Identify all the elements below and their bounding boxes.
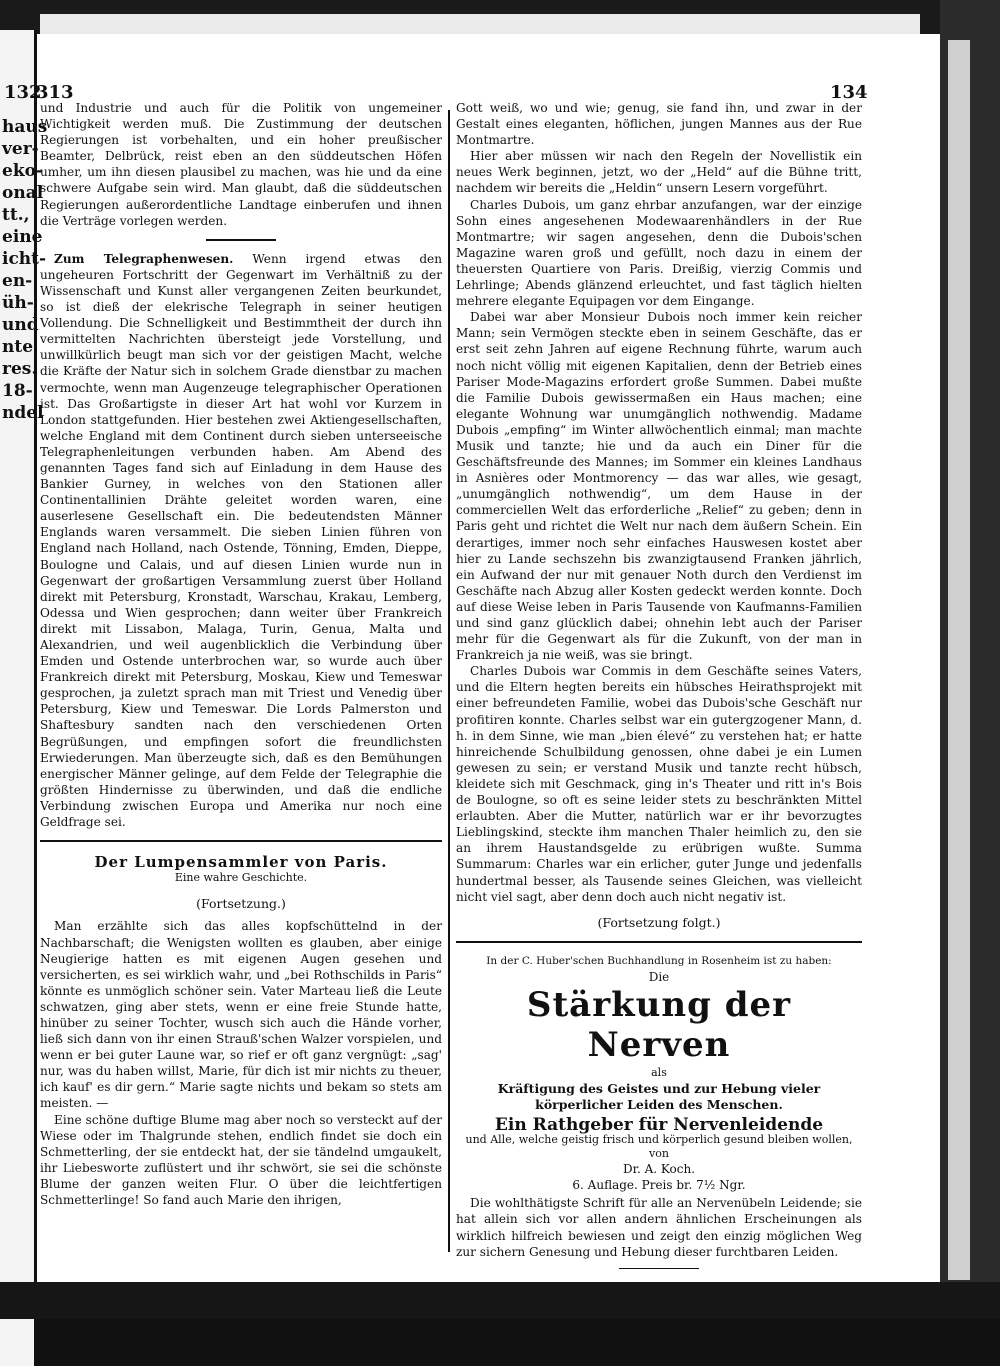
previous-page-number: 132 (4, 82, 42, 103)
previous-page-fragment: eko- (2, 161, 43, 181)
previous-page-fragment: icht- (2, 249, 47, 269)
story-paragraph: Eine schöne duftige Blume mag aber noch so versteckt auf der Wiese oder im Thalgrunde stehen, endlich findet sie doch ein Schmetterling, der sie entdeckt hat, der sie tändelnd umgaukelt, ihr Liebesworte zuflüstert und ihr schwört, sie sei die schönste Blume der ganzen weiten Flur. O über die leichtfertigen Schmetterlinge! So fand auch Marie den ihrigen, (40, 1112, 442, 1207)
separator-rule (206, 239, 276, 241)
previous-page-fragment: res. (2, 359, 38, 379)
previous-page-fragment: haus (2, 117, 48, 137)
telegraph-text: Wenn irgend etwas den ungeheuren Fortschritt der Gegenwart im Verhältniß zu der Wissenschaft und Kunst aller vergangenen Zeiten beurkundet, so ist dieß der elekrische Telegraph in seiner heutigen Vollendung. Die Schnelligkeit und Bestimmtheit der durch ihn vermittelten Nachrichten übersteigt jede Vorstellung, und unwillkürlich beugt man sich vor der geistigen Macht, welche die Kräfte der Natur sich in solchem Grade dienstbar zu machen vermochte, wenn man Augenzeuge telegraphischer Operationen ist. Das Großartigste in dieser Art hat wohl vor Kurzem in London stattgefunden. Hier bestehen zwei Aktiengesellschaften, welche England mit dem Continent durch sieben unterseeische Telegraphenleitungen verbunden haben. Am Abend des genannten Tages fand sich auf Einladung in dem Hause des Bankier Gurney, in welches von den Stationen aller Continentallinien Drähte geleitet worden waren, eine auserlesene Gesellschaft ein. Die bedeutendsten Männer Englands waren versammelt. Die sieben Linien führen von England nach Holland, nach Ostende, Tönning, Emden, Dieppe, Boulogne und Calais, und auf diesen Linien wurde nun in Gegenwart der großartigen Versammlung zuerst über Holland direkt mit Petersburg, Kronstadt, Warschau, Krakau, Lemberg, Odessa und Wien gesprochen; dann weiter über Frankreich direkt mit Lissabon, Malaga, Turin, Genua, Malta und Alexandrien, und weil augenblicklich die Verbindung über Emden und Ostende unterbrochen war, so wurde auch über Frankreich direkt mit Petersburg, Moskau, Kiew und Temeswar gesprochen, ja zuletzt sprach man mit Triest und Venedig über Petersburg, Kiew und Temeswar. Die Lords Palmerston und Shaftesbury sandten nach den verschiedenen Orten Begrüßungen, und empfingen sofort die freundlichsten Erwiederungen. Man überzeugte sich, daß es den Bemühungen energischer Männer gelinge, auf dem Felde der Telegraphie die größten Hindernisse zu überwinden, und daß die endliche Verbindung zwischen Europa und Amerika nur noch eine Geldfrage sei. (40, 251, 443, 830)
ad-audience: und Alle, welche geistig frisch und körperlich gesund bleiben wollen, von (465, 1133, 853, 1161)
left-column (40, 100, 442, 1208)
section-rule (40, 840, 442, 842)
story-title: Der Lumpensammler von Paris. (94, 853, 388, 872)
story-paragraph: Charles Dubois war Commis in dem Geschäfte seines Vaters, und die Eltern hegten bereits ein hübsches Heirathsprojekt mit einer befreundeten Familie, wobei das Dubois'sche Geschäft nur profitiren konnte. Charles selbst war ein gutergzogener Mann, d. h. in dem Sinne, wie man „bien élevé“ zu verstehen hat; er hatte hinreichende Schulbildung genossen, ohne dabei je ein Lumen gewesen zu sein; er verstand Musik und tanzte recht hübsch, kleidete sich mit Geschmack, ging in's Theater und ritt in's Bois de Boulogne, so oft es seine leider stets zu beschränkten Mittel erlaubten. Aber die Mutter, natürlich war er ihr bevorzugtes Lieblingskind, steckte ihm manchen Thaler heimlich zu, den sie an ihrem Haustandsgelde zu erübrigen wußte. Summa Summarum: Charles war ein erlicher, guter Junge und jedenfalls hundertmal besser, als Tausende seines Gleichen, was vielleicht nicht viel sagt, aber denn doch auch nicht negativ ist. (456, 664, 862, 904)
ad-book-subtitle: Kräftigung des Geistes und zur Hebung vieler körperlicher Leiden des Menschen. (497, 1081, 821, 1113)
page-number-left: 313 (36, 82, 74, 103)
ad-intro: In der C. Huber'schen Buchhandlung in Rosenheim ist zu haben: (486, 954, 832, 967)
ad-edition-price: 6. Auflage. Preis br. 7½ Ngr. (572, 1178, 746, 1193)
telegraph-heading: Zum Telegraphenwesen. (54, 251, 234, 266)
scan-right-edge (940, 0, 1000, 1319)
previous-page-fragment: 18- (2, 381, 33, 401)
ad-author: Dr. A. Koch. (622, 1162, 696, 1177)
previous-page-fragment: onal (2, 183, 44, 203)
section-rule (456, 941, 862, 943)
right-column (456, 100, 862, 1269)
previous-page-fragment: en- (2, 271, 33, 291)
previous-page-fragment: und (2, 315, 39, 335)
previous-page-fragment: nte (2, 337, 34, 357)
previous-page-fragment: tt., (2, 205, 30, 225)
story-subtitle: Eine wahre Geschichte. (174, 871, 308, 885)
ad-description: Die wohlthätigste Schrift für alle an Nervenübeln Leidende; sie hat allein sich vor allen andern ähnlichen Erscheinungen als wirklich hilfreich bewiesen und zeigt den einzig möglichen Weg zur sichern Genesung und Hebung dieser furchtbaren Leiden. (456, 1196, 862, 1259)
scan-top-edge (0, 0, 1000, 34)
ad-article-word: Die (648, 969, 670, 984)
previous-page-fragment: üh- (2, 293, 34, 313)
ad-end-rule (619, 1268, 699, 1269)
story-paragraph: Gott weiß, wo und wie; genug, sie fand ihn, und zwar in der Gestalt eines eleganten, höflichen, jungen Mannes aus der Rue Montmartre. (456, 101, 862, 148)
story-paragraph: Charles Dubois, um ganz ehrbar anzufangen, war der einzige Sohn eines angesehenen Modewaarenhändlers in der Rue Montmartre; wir sagen angesehen, denn die Dubois'schen Magazine waren groß und gefüllt, noch dazu in einem der theuersten Quartiere von Paris. Dreißig, vierzig Commis und Lehrlinge; Abends glänzend erleuchtet, und fast täglich hielten mehrere elegante Equipagen vor dem Eingange. (456, 197, 862, 309)
book-advertisement (456, 953, 862, 1269)
story-paragraph: Hier aber müssen wir nach den Regeln der Novellistik ein neues Werk beginnen, jetzt, wo der „Held“ auf die Bühne tritt, nachdem wir bereits die „Heldin“ unsern Lesern vorgeführt. (456, 149, 862, 196)
page-number-right: 134 (830, 82, 868, 103)
column-divider (448, 110, 450, 1252)
ad-book-title: Stärkung der Nerven (526, 984, 792, 1065)
previous-page-fragment: ver- (2, 139, 39, 159)
politics-article-text: und Industrie und auch für die Politik von ungemeiner Wichtigkeit werden muß. Die Zustimmung der deutschen Regierungen ist vorbehalten, und ein hoher preußischer Beamter, Delbrück, reist eben an den süddeutschen Höfen umher, um ihn diesen plausibel zu machen, was hie und da eine schwere Aufgabe sein wird. Man glaubt, daß die süddeutschen Regierungen außerordentliche Landtage einberufen und ihnen die Verträge vorlegen werden. (40, 101, 442, 228)
previous-page-fragment: eine (2, 227, 43, 247)
story-continuation-note: (Fortsetzung.) (196, 896, 286, 912)
story-paragraph: Man erzählte sich das alles kopfschüttelnd in der Nachbarschaft; die Wenigsten wollten es glauben, aber einige Neugierige hatten es mit eigenen Augen gesehen und versicherten, es sei wirklich wahr, und „bei Rothschilds in Paris“ könnte es unmöglich schöner sein. Vater Marteau ließ die Leute schwatzen, ging aber stets, wenn er eine freie Stunde hatte, hinüber zu seiner Tochter, wusch sich auch die Hände vorher, ließ sich dann von ihr einen Strauß'schen Walzer vorspielen, und wenn er bei guter Laune war, so rief er oft ganz vergnügt: „sag' nur, was du haben willst, Marie, für dich ist mir nichts zu theuer, ich kauf' es dir gern.“ Marie sagte nichts und bekam so stets am meisten. — (40, 919, 442, 1111)
ad-als: als (651, 1065, 667, 1079)
story-paragraph: Dabei war aber Monsieur Dubois noch immer kein reicher Mann; sein Vermögen steckte eben in seinem Geschäfte, das er erst seit zehn Jahren auf eigene Rechnung führte, warum auch noch nicht völlig mit eigenen Kapitalien, denn der Betrieb eines Pariser Mode-Magazins erfordert große Summen. Dabei mußte die Familie Dubois gewissermaßen ein Haus machen; eine elegante Wohnung war unumgänglich nothwendig. Madame Dubois „empfing“ im Winter allwöchentlich einmal; man machte Musik und tanzte; hie und da auch ein Diner für die Geschäftsfreunde des Mannes; im Sommer ein kleines Landhaus in Asnières oder Montmorency — das war alles, wie gesagt, „unumgänglich nothwendig“, um dem Hause in der commerciellen Welt das erforderliche „Relief“ zu geben; denn in Paris geht und richtet die Welt nur nach dem äußern Schein. Ein derartiges, immer noch sehr einfaches Hauswesen kostet aber hier zu Lande sechszehn bis zwanzigtausend Franken jährlich, ein Aufwand der nur mit genauer Noth durch den Verdienst im Geschäfte nach Abzug aller Kosten gedeckt werden konnte. Doch auf diese Weise leben in Paris Tausende von Kaufmanns-Familien und sind ganz glücklich dabei; ohnehin lebt auch der Pariser mehr für die Gegenwart als für die Zukunft, von der man in Frankreich ja nie weiß, was sie bringt. (456, 310, 862, 663)
to-be-continued-note: (Fortsetzung folgt.) (597, 914, 721, 930)
previous-page-edge (0, 30, 48, 1366)
previous-page-fragment: ndel (2, 403, 44, 423)
scan-bottom-edge (0, 1282, 1000, 1319)
ad-rathgeber-line: Ein Rathgeber für Nervenleidende (494, 1115, 824, 1136)
telegraph-article (40, 251, 442, 830)
